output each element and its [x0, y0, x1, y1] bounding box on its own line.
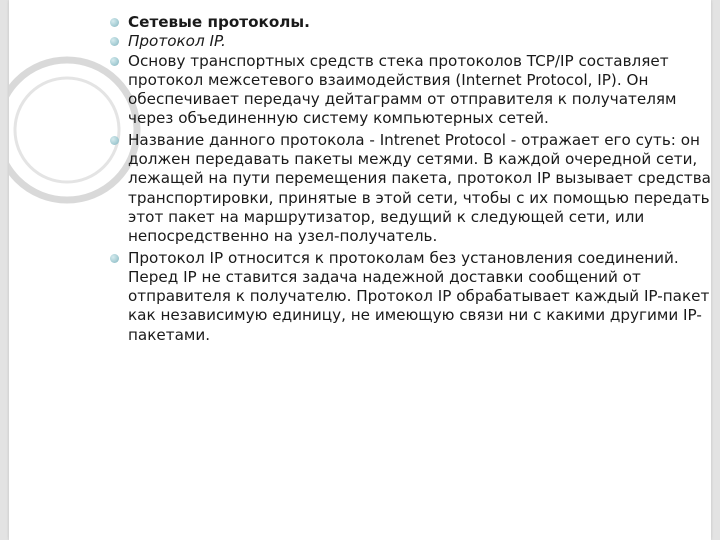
paragraph-text: Протокол IP относится к протоколам без установления соединений. Перед IP не ставится задача надежной доставки сообщений от отправителя к получателю. Протокол IP обрабатывает каждый IP-пакет как независимую единицу, не имеющую связи ни с какими другими IP-пакетами.: [128, 248, 710, 344]
subheading-text: Протокол IP.: [128, 32, 226, 51]
paragraph-text: Название данного протокола - Intrenet Protocol - отражает его суть: он должен передавать пакеты между сетями. В каждой очередной сети, лежащей на пути перемещения пакета, протокол IP вызывает средства транспортировки, принятые в этой сети, чтобы с их помощью передать этот пакет на маршрутизатор, ведущий к следующей сети, или непосредственно на узел-получатель.: [128, 130, 711, 246]
bullet-list: [110, 13, 714, 345]
list-item: [110, 32, 714, 51]
circle-bullet-icon: [110, 254, 119, 263]
circle-bullet-icon: [110, 37, 119, 46]
circle-bullet-icon: [110, 57, 119, 66]
list-item: [110, 249, 714, 345]
slide-page: [9, 0, 711, 540]
heading-text: Сетевые протоколы.: [128, 13, 310, 31]
circle-bullet-icon: [110, 136, 119, 145]
list-item: [110, 52, 714, 129]
decorative-ring-inner: [15, 78, 119, 182]
list-item: [110, 131, 714, 247]
list-item: [110, 13, 714, 32]
paragraph-text: Основу транспортных средств стека протоколов TCP/IP составляет протокол межсетевого взаимодействия (Internet Protocol, IP). Он обеспечивает передачу дейтаграмм от отправителя к получателям через объединенную систему компьютерных сетей.: [128, 51, 677, 128]
circle-bullet-icon: [110, 18, 119, 27]
